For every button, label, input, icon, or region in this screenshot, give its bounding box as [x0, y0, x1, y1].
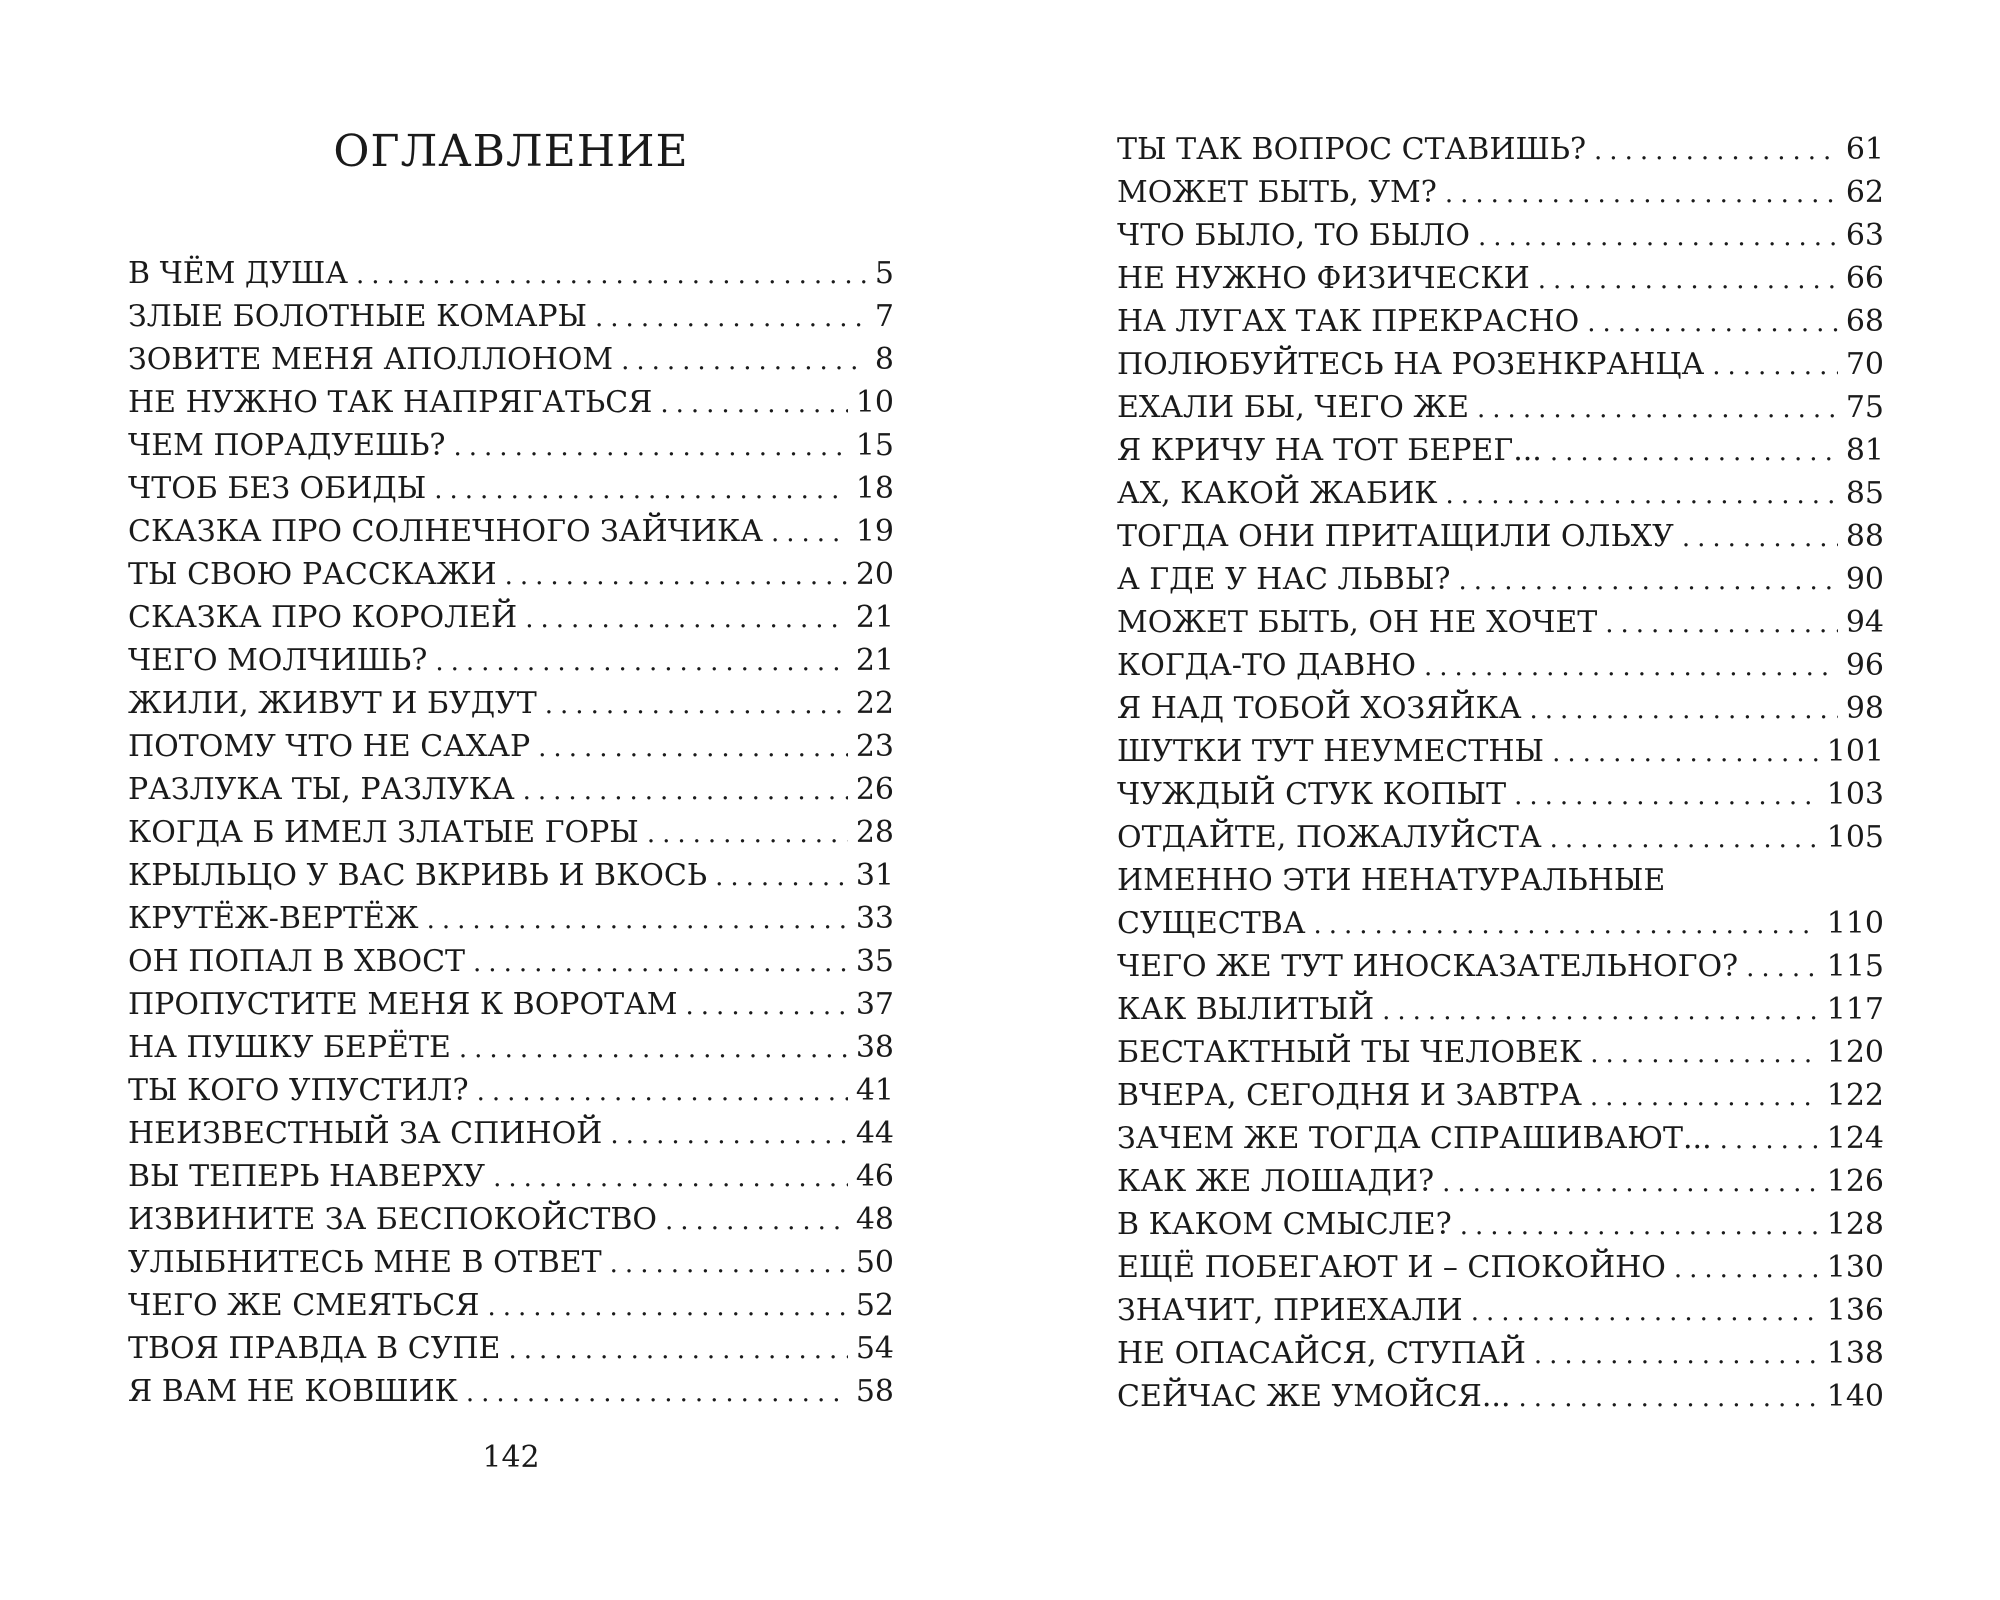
toc-entry[interactable]: [1117, 472, 1884, 515]
toc-entry[interactable]: [1117, 773, 1884, 816]
toc-entry-title: ШУТКИ ТУТ НЕУМЕСТНЫ: [1117, 734, 1545, 769]
toc-entry-title: МОЖЕТ БЫТЬ, УМ?: [1117, 175, 1437, 210]
toc-line: [128, 854, 894, 897]
toc-entry-page: 90: [1845, 562, 1884, 597]
toc-entry-title: НА ЛУГАХ ТАК ПРЕКРАСНО: [1117, 304, 1580, 339]
toc-line: [1117, 472, 1884, 515]
toc-entry-title: ТЫ КОГО УПУСТИЛ?: [128, 1073, 469, 1108]
toc-line: [1117, 1031, 1884, 1074]
toc-entry-page: 44: [855, 1116, 894, 1151]
toc-line: [1117, 1203, 1884, 1246]
toc-entry-title-first-line: ИМЕННО ЭТИ НЕНАТУРАЛЬНЫЕ: [1117, 863, 1666, 898]
toc-entry-page: 61: [1845, 132, 1884, 167]
toc-entry-page: 46: [855, 1159, 894, 1194]
toc-entry[interactable]: [128, 381, 894, 424]
toc-entry-title: РАЗЛУКА ТЫ, РАЗЛУКА: [128, 772, 515, 807]
toc-line: [128, 811, 894, 854]
toc-entry-title: НЕ ОПАСАЙСЯ, СТУПАЙ: [1117, 1336, 1526, 1371]
toc-entry-title: НЕ НУЖНО ТАК НАПРЯГАТЬСЯ: [128, 385, 653, 420]
dot-leader: [1590, 1033, 1819, 1076]
toc-entry-title: ЗАЧЕМ ЖЕ ТОГДА СПРАШИВАЮТ...: [1117, 1121, 1712, 1156]
toc-entry-page: 41: [855, 1073, 894, 1108]
toc-line: [1117, 1074, 1884, 1117]
toc-entry-title: УЛЫБНИТЕСЬ МНЕ В ОТВЕТ: [128, 1245, 602, 1280]
toc-entry-title: ТВОЯ ПРАВДА В СУПЕ: [128, 1331, 501, 1366]
toc-entry-title: ЧТО БЫЛО, ТО БЫЛО: [1117, 218, 1470, 253]
toc-entry-title: НА ПУШКУ БЕРЁТЕ: [128, 1030, 451, 1065]
toc-entry[interactable]: [1117, 1203, 1884, 1246]
toc-entry[interactable]: [128, 467, 894, 510]
toc-entry-title: ЧЕМ ПОРАДУЕШЬ?: [128, 428, 446, 463]
toc-entry-page: 66: [1845, 261, 1884, 296]
toc-entry-title: ЧТОБ БЕЗ ОБИДЫ: [128, 471, 427, 506]
dot-leader: [1712, 345, 1838, 388]
dot-leader: [647, 813, 848, 856]
toc-entry-title: ВЧЕРА, СЕГОДНЯ И ЗАВТРА: [1117, 1078, 1582, 1113]
toc-entry[interactable]: [128, 596, 894, 639]
toc-entry-page: 10: [855, 385, 894, 420]
toc-entry[interactable]: [128, 1327, 894, 1370]
toc-line: [128, 1198, 894, 1241]
toc-line: [1117, 687, 1884, 730]
toc-entry-title: ТОГДА ОНИ ПРИТАЩИЛИ ОЛЬХУ: [1117, 519, 1674, 554]
toc-entry[interactable]: [128, 1155, 894, 1198]
toc-entry[interactable]: [128, 1284, 894, 1327]
toc-entry-title: А ГДЕ У НАС ЛЬВЫ?: [1117, 562, 1451, 597]
toc-entry-title: КОГДА-ТО ДАВНО: [1117, 648, 1416, 683]
toc-entry-title: В КАКОМ СМЫСЛЕ?: [1117, 1207, 1452, 1242]
dot-leader: [435, 641, 848, 684]
dot-leader: [1445, 173, 1838, 216]
toc-entry[interactable]: [1117, 128, 1884, 171]
toc-entry-page: 23: [855, 729, 894, 764]
dot-leader: [715, 856, 848, 899]
toc-entry[interactable]: [128, 854, 894, 897]
toc-line: [128, 381, 894, 424]
toc-line: [1117, 945, 1884, 988]
toc-entry-title: КРУТЁЖ-ВЕРТЁЖ: [128, 901, 419, 936]
toc-entry-title: ПРОПУСТИТЕ МЕНЯ К ВОРОТАМ: [128, 987, 678, 1022]
toc-entry[interactable]: [1117, 859, 1884, 945]
toc-entry[interactable]: [1117, 1246, 1884, 1289]
toc-line: [128, 1112, 894, 1155]
toc-entry-page: 126: [1826, 1164, 1884, 1199]
toc-entry[interactable]: [128, 553, 894, 596]
toc-entry[interactable]: [1117, 1289, 1884, 1332]
dot-leader: [525, 598, 848, 641]
toc-entry-title: ЗНАЧИТ, ПРИЕХАЛИ: [1117, 1293, 1463, 1328]
dot-leader: [1314, 904, 1819, 947]
toc-entry-title: КАК ЖЕ ЛОШАДИ?: [1117, 1164, 1435, 1199]
dot-leader: [1477, 388, 1838, 431]
toc-entry-title: Я НАД ТОБОЙ ХОЗЯЙКА: [1117, 691, 1522, 726]
toc-entry[interactable]: [1117, 1074, 1884, 1117]
toc-entry-page: 128: [1826, 1207, 1884, 1242]
toc-line: [128, 1026, 894, 1069]
toc-entry-page: 18: [855, 471, 894, 506]
toc-line: [1117, 343, 1884, 386]
toc-line: [128, 1069, 894, 1112]
toc-entry[interactable]: [1117, 1031, 1884, 1074]
toc-line: [1117, 1375, 1884, 1418]
toc-entry-page: 58: [855, 1374, 894, 1409]
toc-entry[interactable]: [1117, 214, 1884, 257]
dot-leader: [1478, 216, 1838, 259]
toc-entry[interactable]: [1117, 730, 1884, 773]
toc-entry[interactable]: [1117, 1117, 1884, 1160]
dot-leader: [595, 297, 867, 340]
toc-entry-title: БЕСТАКТНЫЙ ТЫ ЧЕЛОВЕК: [1117, 1035, 1583, 1070]
toc-entry-page: 98: [1845, 691, 1884, 726]
toc-entry[interactable]: [128, 768, 894, 811]
toc-entry-page: 63: [1845, 218, 1884, 253]
toc-line: [128, 1241, 894, 1284]
dot-leader: [1458, 560, 1837, 603]
toc-entry-page: 140: [1826, 1379, 1884, 1414]
toc-entry-title: НЕИЗВЕСТНЫЙ ЗА СПИНОЙ: [128, 1116, 603, 1151]
toc-entry-title: ПОТОМУ ЧТО НЕ САХАР: [128, 729, 531, 764]
toc-entry-title: СЕЙЧАС ЖЕ УМОЙСЯ...: [1117, 1379, 1511, 1414]
toc-entry[interactable]: [128, 940, 894, 983]
toc-entry-title: ТЫ СВОЮ РАССКАЖИ: [128, 557, 497, 592]
dot-leader: [610, 1243, 848, 1286]
dot-leader: [477, 1071, 848, 1114]
dot-leader: [1682, 517, 1838, 560]
dot-leader: [665, 1200, 848, 1243]
toc-entry-title: ТЫ ТАК ВОПРОС СТАВИШЬ?: [1117, 132, 1587, 167]
dot-leader: [1674, 1248, 1819, 1291]
toc-entry[interactable]: [1117, 171, 1884, 214]
toc-line: [128, 1284, 894, 1327]
toc-entry[interactable]: [1117, 386, 1884, 429]
toc-entry[interactable]: [1117, 687, 1884, 730]
toc-entry[interactable]: [1117, 343, 1884, 386]
toc-line: [1117, 1246, 1884, 1289]
dot-leader: [1552, 732, 1819, 775]
toc-line: [128, 940, 894, 983]
toc-entry[interactable]: [128, 1069, 894, 1112]
toc-entry-title: НЕ НУЖНО ФИЗИЧЕСКИ: [1117, 261, 1530, 296]
toc-entry-page: 94: [1845, 605, 1884, 640]
toc-entry-title: ОН ПОПАЛ В ХВОСТ: [128, 944, 466, 979]
dot-leader: [538, 727, 848, 770]
toc-line: [1117, 1332, 1884, 1375]
dot-leader: [1382, 990, 1819, 1033]
toc-entry-title: Я КРИЧУ НА ТОТ БЕРЕГ...: [1117, 433, 1542, 468]
toc-entry[interactable]: [1117, 1332, 1884, 1375]
toc-entry[interactable]: [1117, 429, 1884, 472]
toc-entry-page: 117: [1826, 992, 1884, 1027]
toc-entry-page: 31: [855, 858, 894, 893]
toc-entry[interactable]: [128, 897, 894, 940]
dot-leader: [1746, 947, 1819, 990]
dot-leader: [1587, 302, 1838, 345]
toc-line: [1117, 644, 1884, 687]
toc-entry-page: 54: [855, 1331, 894, 1366]
toc-entry[interactable]: [128, 1241, 894, 1284]
toc-entry-page: 130: [1826, 1250, 1884, 1285]
toc-entry-page: 81: [1845, 433, 1884, 468]
toc-entry-title: ЕХАЛИ БЫ, ЧЕГО ЖЕ: [1117, 390, 1470, 425]
toc-entry[interactable]: [128, 252, 894, 295]
toc-line: [1117, 1160, 1884, 1203]
toc-entry[interactable]: [128, 424, 894, 467]
toc-entry[interactable]: [128, 1026, 894, 1069]
toc-line: [1117, 171, 1884, 214]
toc-line: [128, 897, 894, 940]
toc-entry-page: 70: [1845, 347, 1884, 382]
toc-entry-title: ИЗВИНИТЕ ЗА БЕСПОКОЙСТВО: [128, 1202, 658, 1237]
dot-leader: [1514, 775, 1819, 818]
toc-entry-page: 52: [855, 1288, 894, 1323]
dot-leader: [1530, 689, 1838, 732]
toc-entry-page: 105: [1826, 820, 1884, 855]
toc-line: [1117, 601, 1884, 644]
dot-leader: [686, 985, 848, 1028]
toc-entry-page: 19: [855, 514, 894, 549]
dot-leader: [1534, 1334, 1819, 1377]
toc-line: [128, 553, 894, 596]
toc-line: [1117, 1289, 1884, 1332]
toc-entry[interactable]: [1117, 515, 1884, 558]
toc-entry-title: ЧУЖДЫЙ СТУК КОПЫТ: [1117, 777, 1507, 812]
toc-entry-title: СКАЗКА ПРО КОРОЛЕЙ: [128, 600, 518, 635]
toc-entry[interactable]: [128, 725, 894, 768]
toc-entry-page: 21: [855, 643, 894, 678]
dot-leader: [621, 340, 867, 383]
toc-line: [128, 1155, 894, 1198]
toc-line: [128, 596, 894, 639]
dot-leader: [1538, 259, 1838, 302]
dot-leader: [454, 426, 848, 469]
toc-entry-page: 122: [1826, 1078, 1884, 1113]
dot-leader: [1594, 130, 1838, 173]
toc-entry[interactable]: [128, 1198, 894, 1241]
toc-entry-page: 138: [1826, 1336, 1884, 1371]
toc-entry-page: 28: [855, 815, 894, 850]
toc-entry[interactable]: [128, 1112, 894, 1155]
table-of-contents-left: [128, 252, 894, 1413]
toc-line: [1117, 816, 1884, 859]
dot-leader: [1550, 431, 1838, 474]
toc-entry-page: 20: [855, 557, 894, 592]
toc-line: [128, 983, 894, 1026]
dot-leader: [1519, 1377, 1819, 1420]
toc-line: [1117, 902, 1884, 945]
toc-line: [1117, 300, 1884, 343]
toc-entry-page: 88: [1845, 519, 1884, 554]
toc-line: [128, 1370, 894, 1413]
toc-line: [128, 1327, 894, 1370]
toc-entry[interactable]: [128, 682, 894, 725]
toc-entry-page: 26: [855, 772, 894, 807]
toc-entry-page: 103: [1826, 777, 1884, 812]
toc-entry-title: ЧЕГО МОЛЧИШЬ?: [128, 643, 428, 678]
toc-entry-page: 101: [1826, 734, 1884, 769]
toc-entry-title: ПОЛЮБУЙТЕСЬ НА РОЗЕНКРАНЦА: [1117, 347, 1705, 382]
dot-leader: [1460, 1205, 1819, 1248]
toc-entry-page: 21: [855, 600, 894, 635]
toc-entry-title: ЧЕГО ЖЕ СМЕЯТЬСЯ: [128, 1288, 480, 1323]
toc-entry[interactable]: [128, 639, 894, 682]
toc-entry-title: В ЧЁМ ДУША: [128, 256, 348, 291]
toc-entry[interactable]: [1117, 558, 1884, 601]
toc-entry-page: 62: [1845, 175, 1884, 210]
toc-entry-title: СКАЗКА ПРО СОЛНЕЧНОГО ЗАЙЧИКА: [128, 514, 763, 549]
dot-leader: [610, 1114, 847, 1157]
dot-leader: [1442, 1162, 1819, 1205]
dot-leader: [1605, 603, 1838, 646]
toc-line: [1117, 386, 1884, 429]
toc-entry-title: КРЫЛЬЦО У ВАС ВКРИВЬ И ВКОСЬ: [128, 858, 708, 893]
toc-entry-page: 8: [874, 342, 894, 377]
toc-entry-page: 68: [1845, 304, 1884, 339]
dot-leader: [1471, 1291, 1819, 1334]
toc-entry-page: 124: [1826, 1121, 1884, 1156]
dot-leader: [508, 1329, 847, 1372]
toc-entry-title: ЧЕГО ЖЕ ТУТ ИНОСКАЗАТЕЛЬНОГО?: [1117, 949, 1739, 984]
toc-line: [1117, 257, 1884, 300]
toc-entry[interactable]: [128, 510, 894, 553]
toc-line: [128, 682, 894, 725]
toc-line: [128, 768, 894, 811]
toc-entry-page: 110: [1826, 906, 1884, 941]
toc-entry-title: КОГДА Б ИМЕЛ ЗЛАТЫЕ ГОРЫ: [128, 815, 639, 850]
toc-entry-page: 7: [874, 299, 894, 334]
toc-entry-title: ЖИЛИ, ЖИВУТ И БУДУТ: [128, 686, 537, 721]
toc-entry[interactable]: [1117, 1375, 1884, 1418]
toc-entry-page: 48: [855, 1202, 894, 1237]
toc-line: [1117, 988, 1884, 1031]
dot-leader: [505, 555, 848, 598]
toc-line: [128, 424, 894, 467]
toc-entry[interactable]: [1117, 988, 1884, 1031]
toc-line: [1117, 1117, 1884, 1160]
toc-entry-page: 75: [1845, 390, 1884, 425]
toc-line: [128, 252, 894, 295]
toc-line: [1117, 214, 1884, 257]
toc-entry-page: 15: [855, 428, 894, 463]
toc-entry-page: 33: [855, 901, 894, 936]
toc-entry[interactable]: [1117, 945, 1884, 988]
dot-leader: [459, 1028, 848, 1071]
toc-line: [128, 510, 894, 553]
page-number: 142: [482, 1440, 540, 1475]
toc-line: [128, 467, 894, 510]
dot-leader: [660, 383, 847, 426]
dot-leader: [1720, 1119, 1819, 1162]
dot-leader: [427, 899, 848, 942]
toc-entry[interactable]: [1117, 816, 1884, 859]
toc-line: [1117, 128, 1884, 171]
toc-entry-page: 115: [1826, 949, 1884, 984]
toc-line: [1117, 773, 1884, 816]
toc-line: [1117, 515, 1884, 558]
page-title: ОГЛАВЛЕНИЕ: [333, 126, 689, 177]
toc-entry-title: КАК ВЫЛИТЫЙ: [1117, 992, 1375, 1027]
toc-entry-title: СУЩЕСТВА: [1117, 906, 1306, 941]
toc-line: [1117, 730, 1884, 773]
toc-entry-title: ОТДАЙТЕ, ПОЖАЛУЙСТА: [1117, 820, 1542, 855]
dot-leader: [487, 1286, 847, 1329]
toc-entry[interactable]: [128, 983, 894, 1026]
dot-leader: [523, 770, 848, 813]
dot-leader: [356, 254, 867, 297]
dot-leader: [1445, 474, 1837, 517]
toc-entry-page: 5: [874, 256, 894, 291]
toc-line: [128, 639, 894, 682]
toc-entry[interactable]: [1117, 300, 1884, 343]
dot-leader: [466, 1372, 848, 1415]
toc-entry-page: 38: [855, 1030, 894, 1065]
toc-entry-title: ЗЛЫЕ БОЛОТНЫЕ КОМАРЫ: [128, 299, 588, 334]
toc-entry-title: Я ВАМ НЕ КОВШИК: [128, 1374, 458, 1409]
dot-leader: [545, 684, 848, 727]
toc-entry-page: 50: [855, 1245, 894, 1280]
toc-entry[interactable]: [1117, 257, 1884, 300]
dot-leader: [1590, 1076, 1819, 1119]
toc-entry[interactable]: [1117, 644, 1884, 687]
toc-entry-title: АХ, КАКОЙ ЖАБИК: [1117, 476, 1438, 511]
toc-entry-page: 85: [1845, 476, 1884, 511]
toc-entry-page: 37: [855, 987, 894, 1022]
toc-line: [128, 725, 894, 768]
toc-entry-page: 96: [1845, 648, 1884, 683]
toc-entry-title: ВЫ ТЕПЕРЬ НАВЕРХУ: [128, 1159, 486, 1194]
toc-entry-title: ЗОВИТЕ МЕНЯ АПОЛЛОНОМ: [128, 342, 614, 377]
toc-entry-title: ЕЩЁ ПОБЕГАЮТ И – СПОКОЙНО: [1117, 1250, 1666, 1285]
toc-entry-title: МОЖЕТ БЫТЬ, ОН НЕ ХОЧЕТ: [1117, 605, 1598, 640]
toc-entry[interactable]: [128, 1370, 894, 1413]
dot-leader: [434, 469, 848, 512]
table-of-contents-right: [1117, 128, 1884, 1418]
toc-entry[interactable]: [128, 811, 894, 854]
toc-line: [1117, 558, 1884, 601]
toc-entry[interactable]: [128, 295, 894, 338]
dot-leader: [1424, 646, 1838, 689]
toc-entry[interactable]: [1117, 1160, 1884, 1203]
dot-leader: [1550, 818, 1819, 861]
toc-entry-page: 136: [1826, 1293, 1884, 1328]
toc-line: [1117, 429, 1884, 472]
toc-entry-page: 35: [855, 944, 894, 979]
dot-leader: [771, 512, 848, 555]
toc-entry[interactable]: [128, 338, 894, 381]
dot-leader: [493, 1157, 848, 1200]
toc-entry-page: 120: [1826, 1035, 1884, 1070]
toc-entry[interactable]: [1117, 601, 1884, 644]
toc-entry-page: 22: [855, 686, 894, 721]
toc-line: [128, 295, 894, 338]
toc-line: [128, 338, 894, 381]
dot-leader: [473, 942, 848, 985]
